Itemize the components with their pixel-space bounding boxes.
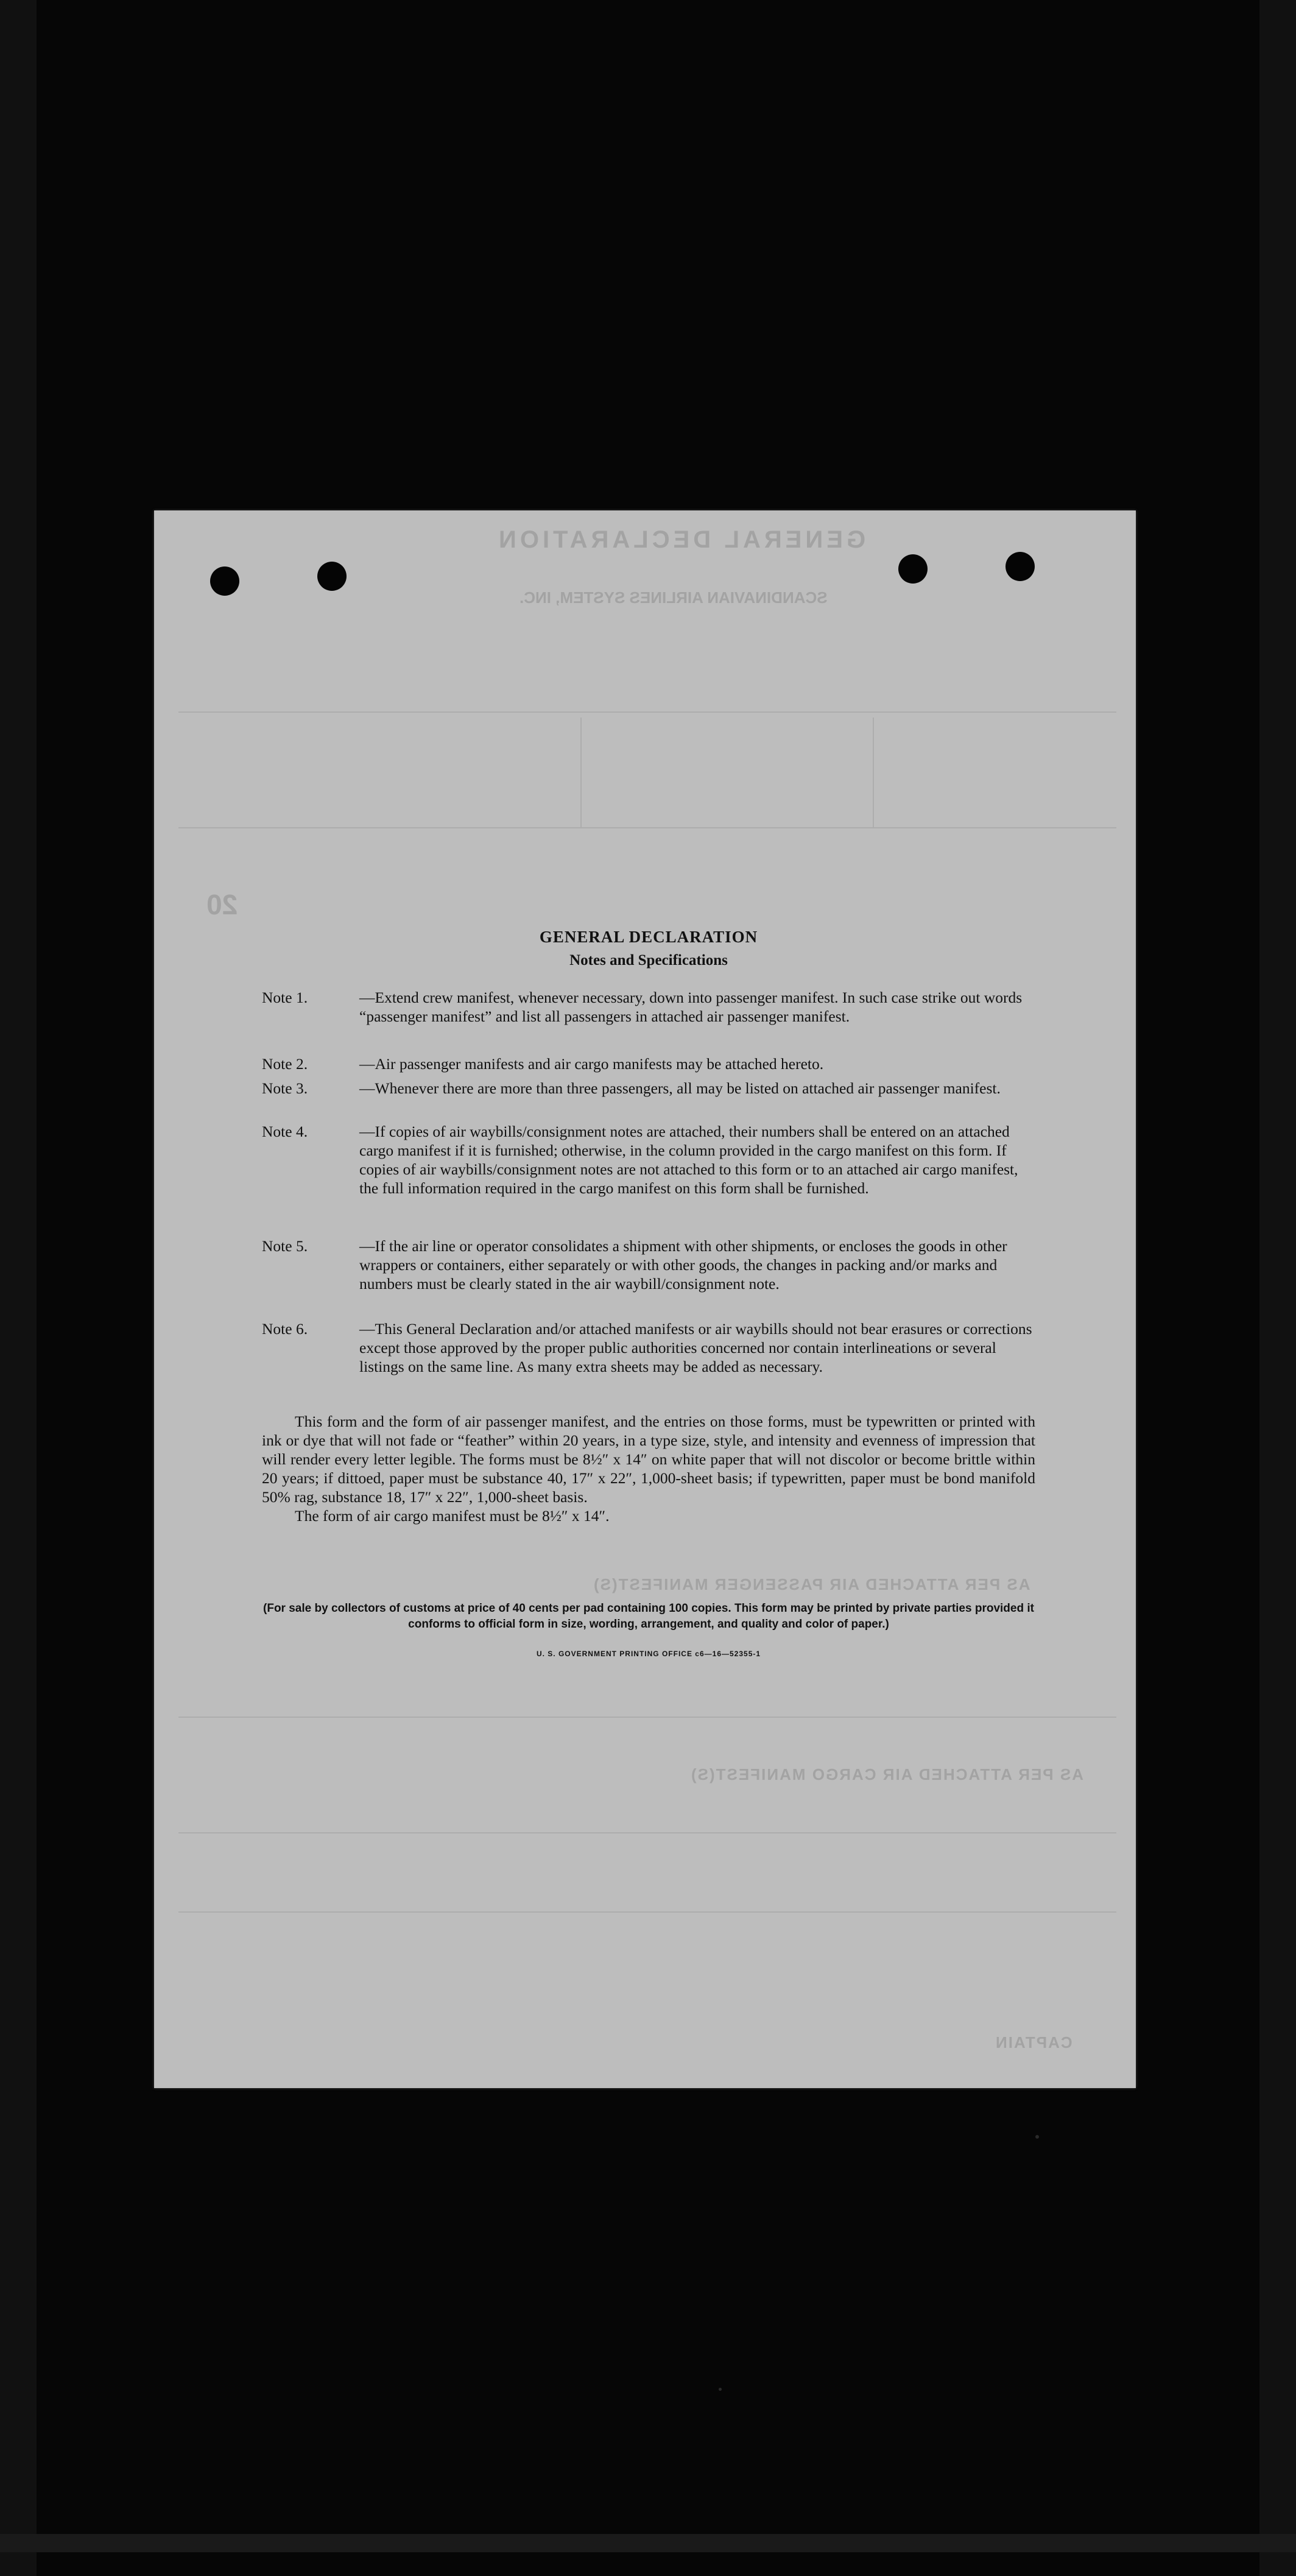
note-label: Note 1. bbox=[262, 989, 308, 1006]
printer-imprint: U. S. GOVERNMENT PRINTING OFFICE c6—16—52355-1 bbox=[536, 1650, 761, 1658]
punch-hole bbox=[210, 566, 239, 596]
document-sheet bbox=[154, 510, 1136, 2088]
dust-speck bbox=[719, 2388, 722, 2391]
punch-hole bbox=[1005, 552, 1035, 581]
bleed-through-rule bbox=[178, 1717, 1116, 1718]
film-border-bottom bbox=[0, 2534, 1296, 2552]
bleed-through-heading: GENERAL DECLARATION bbox=[495, 526, 866, 553]
bleed-through-passenger-stamp: AS PER ATTACHED AIR PASSENGER MANIFEST(S) bbox=[593, 1575, 1030, 1593]
note-text: —Whenever there are more than three passengers, all may be listed on attached air passenger manifest. bbox=[359, 1079, 1001, 1097]
note-label: Note 4. bbox=[262, 1123, 308, 1140]
note-label: Note 2. bbox=[262, 1055, 308, 1073]
bleed-through-airline: SCANDINAVIAN AIRLINES SYSTEM, INC. bbox=[519, 588, 828, 607]
film-edge-right bbox=[1259, 0, 1296, 2576]
note-text: —If the air line or operator consolidates a shipment with other shipments, or encloses the goods in other wrappers or containers, either separately or with other goods, the changes in packing and/or marks and numbers must be clearly stated in the air waybill/consignment note. bbox=[359, 1237, 1007, 1293]
note-text: —Air passenger manifests and air cargo manifests may be attached hereto. bbox=[359, 1055, 824, 1073]
bleed-through-rule bbox=[178, 711, 1116, 713]
bleed-through-number: 20 bbox=[206, 889, 238, 920]
bleed-through-rule bbox=[178, 1832, 1116, 1833]
film-edge-left bbox=[0, 0, 37, 2576]
note-6 bbox=[262, 1319, 1035, 1376]
note-3 bbox=[262, 1079, 1035, 1098]
bleed-through-rule bbox=[873, 718, 874, 827]
page-subtitle: Notes and Specifications bbox=[569, 952, 728, 969]
bleed-through-captain: CAPTAIN bbox=[995, 2033, 1072, 2052]
sale-notice: (For sale by collectors of customs at price of 40 cents per pad containing 100 copies. This form may be printed by private parties provided it conforms to official form in size, wording, arrangement, and quality and color of paper.) bbox=[263, 1602, 1034, 1631]
bleed-through-cargo-stamp: AS PER ATTACHED AIR CARGO MANIFEST(S) bbox=[690, 1765, 1083, 1784]
note-label: Note 6. bbox=[262, 1320, 308, 1338]
punch-hole bbox=[898, 554, 928, 584]
specification-paragraph bbox=[262, 1412, 1035, 1525]
note-2 bbox=[262, 1054, 1035, 1073]
note-text: —Extend crew manifest, whenever necessary, down into passenger manifest. In such case strike out words “passenger manifest” and list all passengers in attached air passenger manifest. bbox=[359, 989, 1023, 1025]
note-1 bbox=[262, 988, 1035, 1026]
note-text: —This General Declaration and/or attached manifests or air waybills should not bear erasures or corrections except those approved by the proper public authorities concerned nor contain interlineations or several listings on the same line. As many extra sheets may be added as necessary. bbox=[359, 1320, 1032, 1375]
bleed-through-rule bbox=[178, 1911, 1116, 1913]
specification-text-cargo: The form of air cargo manifest must be 8½″ x 14″. bbox=[295, 1507, 610, 1525]
specification-text: This form and the form of air passenger manifest, and the entries on those forms, must be typewritten or printed with ink or dye that will not fade or “feather” within 20 years, in a type size, style, and intensity and evenness of impression that will render every letter legible. The forms must be 8½″ x 14″ on white paper that will not discolor or become brittle within 20 years; if dittoed, paper must be substance 40, 17″ x 22″, 1,000-sheet basis; if typewritten, paper must be bond manifold 50% rag, substance 18, 17″ x 22″, 1,000-sheet basis. bbox=[262, 1413, 1035, 1506]
bleed-through-rule bbox=[580, 718, 582, 827]
punch-hole bbox=[317, 562, 347, 591]
note-5 bbox=[262, 1237, 1035, 1293]
page-title: GENERAL DECLARATION bbox=[539, 928, 758, 946]
dust-speck bbox=[1035, 2135, 1039, 2139]
bleed-through-rule bbox=[178, 827, 1116, 828]
note-4 bbox=[262, 1122, 1035, 1198]
note-label: Note 3. bbox=[262, 1079, 308, 1097]
note-label: Note 5. bbox=[262, 1237, 308, 1255]
note-text: —If copies of air waybills/consignment notes are attached, their numbers shall be entered on an attached cargo manifest if it is furnished; otherwise, in the column provided in the cargo manifest on this form. If copies of air waybills/consignment notes are not attached to this form or to an attached air cargo manifest, the full information required in the cargo manifest on this form shall be furnished. bbox=[359, 1123, 1018, 1197]
